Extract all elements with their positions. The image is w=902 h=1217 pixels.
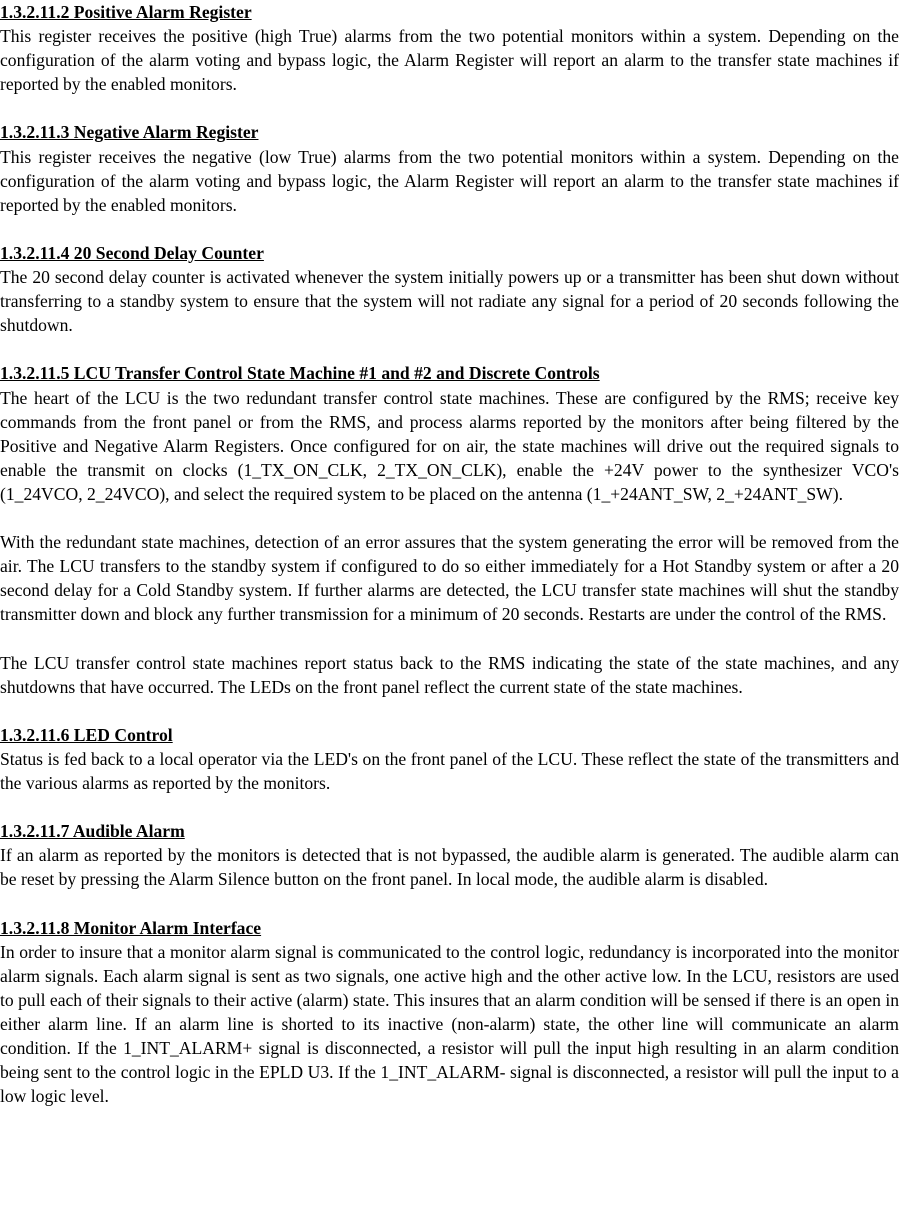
section-20-second-delay-counter: [0, 241, 899, 337]
section-heading: 1.3.2.11.6 LED Control: [0, 724, 173, 745]
section-led-control: [0, 723, 899, 795]
section-paragraph: This register receives the negative (low True) alarms from the two potential monitors within a system. Depending on the configuration of the alarm voting and bypass logic, the Alarm Register will report an alarm to the transfer state machines if reported by the enabled monitors.: [0, 146, 899, 215]
section-lcu-transfer-control: [0, 361, 899, 698]
section-heading: 1.3.2.11.8 Monitor Alarm Interface: [0, 917, 262, 938]
section-paragraph: This register receives the positive (high True) alarms from the two potential monitors within a system. Depending on the configuration of the alarm voting and bypass logic, the Alarm Register will report an alarm to the transfer state machines if reported by the enabled monitors.: [0, 26, 899, 95]
section-paragraph: Status is fed back to a local operator via the LED's on the front panel of the LCU. These reflect the state of the transmitters and the various alarms as reported by the monitors.: [0, 748, 899, 793]
section-heading: 1.3.2.11.4 20 Second Delay Counter: [0, 242, 264, 263]
section-audible-alarm: [0, 819, 899, 891]
section-paragraph: If an alarm as reported by the monitors is detected that is not bypassed, the audible alarm is generated. The audible alarm can be reset by pressing the Alarm Silence button on the front panel. In local mode, the audible alarm is disabled.: [0, 845, 899, 890]
section-heading: 1.3.2.11.2 Positive Alarm Register: [0, 2, 252, 22]
section-negative-alarm-register: [0, 120, 899, 216]
section-paragraph: In order to insure that a monitor alarm signal is communicated to the control logic, redundancy is incorporated into the monitor alarm signals. Each alarm signal is sent as two signals, one active high and the other active low. In the LCU, resistors are used to pull each of their signals to their active (alarm) state. This insures that an alarm condition will be sensed if there is an open in either alarm line. If an alarm line is shorted to its inactive (non-alarm) state, the other line will communicate an alarm condition. If the 1_INT_ALARM+ signal is disconnected, a resistor will pull the input high resulting in an alarm condition being sent to the control logic in the EPLD U3. If the 1_INT_ALARM- signal is disconnected, a resistor will pull the input to a low logic level.: [0, 941, 899, 1107]
section-monitor-alarm-interface: [0, 916, 899, 1109]
section-heading: 1.3.2.11.3 Negative Alarm Register: [0, 122, 259, 143]
section-heading: 1.3.2.11.7 Audible Alarm: [0, 821, 185, 842]
section-paragraph: With the redundant state machines, detection of an error assures that the system generating the error will be removed from the air. The LCU transfers to the standby system if configured to do so either immediately for a Hot Standby system or after a 20 second delay for a Cold Standby system. If further alarms are detected, the LCU transfer state machines will shut the standby transmitter down and block any further transmission for a minimum of 20 seconds. Restarts are under the control of the RMS.: [0, 532, 899, 625]
section-heading: 1.3.2.11.5 LCU Transfer Control State Machine #1 and #2 and Discrete Controls: [0, 363, 600, 384]
section-paragraph: The LCU transfer control state machines report status back to the RMS indicating the state of the state machines, and any shutdowns that have occurred. The LEDs on the front panel reflect the current state of the state machines.: [0, 652, 899, 697]
section-paragraph: The 20 second delay counter is activated whenever the system initially powers up or a transmitter has been shut down without transferring to a standby system to ensure that the system will not radiate any signal for a period of 20 seconds following the shutdown.: [0, 267, 899, 336]
section-positive-alarm-register: [0, 0, 899, 96]
section-paragraph: The heart of the LCU is the two redundant transfer control state machines. These are configured by the RMS; receive key commands from the front panel or from the RMS, and process alarms reported by the monitors after being filtered by the Positive and Negative Alarm Registers. Once configured for on air, the state machines will drive out the required signals to enable the transmit on clocks (1_TX_ON_CLK, 2_TX_ON_CLK), enable the +24V power to the synthesizer VCO's (1_24VCO, 2_24VCO), and select the required system to be placed on the antenna (1_+24ANT_SW, 2_+24ANT_SW).: [0, 387, 899, 504]
